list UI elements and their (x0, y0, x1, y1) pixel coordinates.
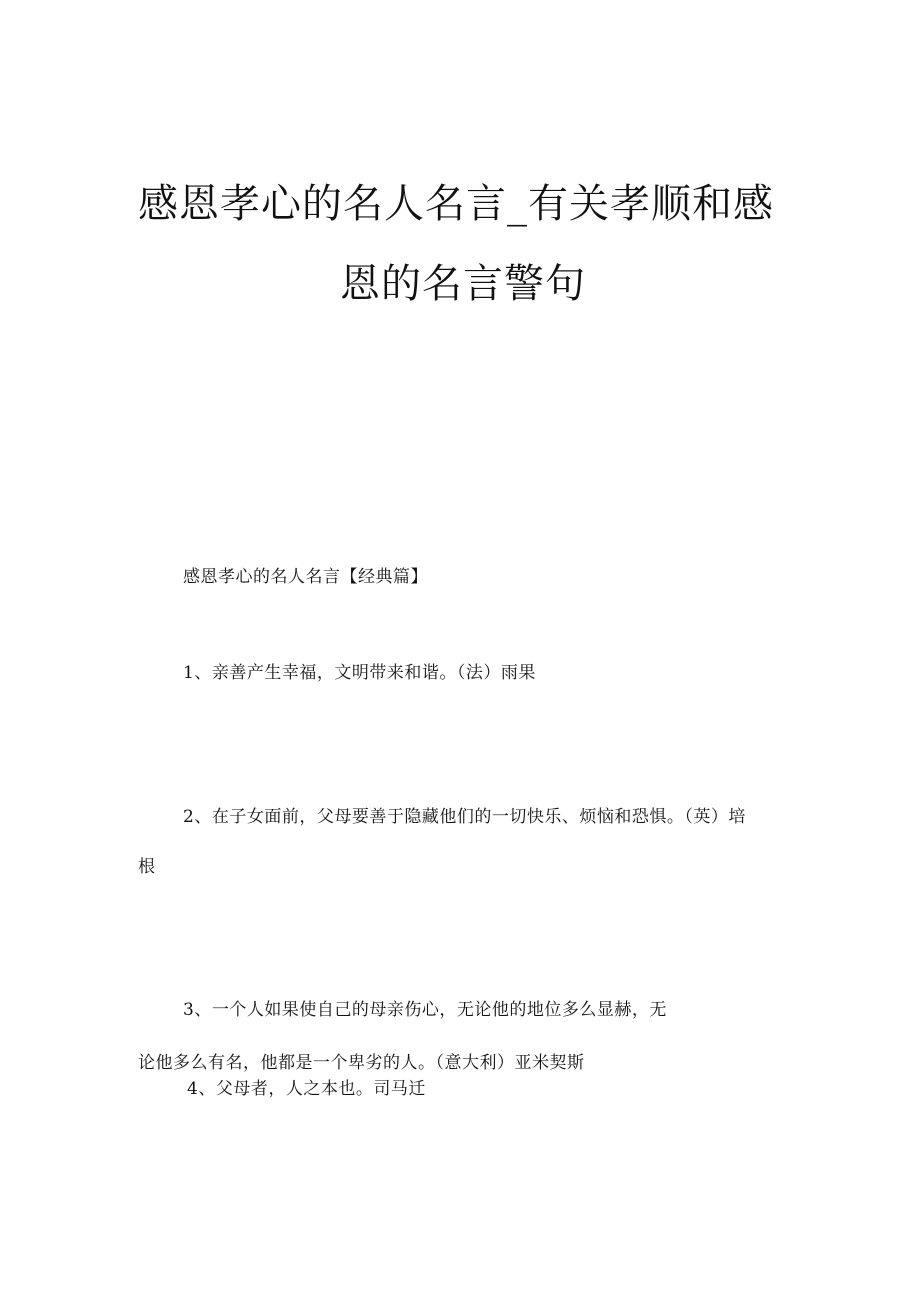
quote-4-line-1: 4、父母者，人之本也。司马迁 (187, 1079, 426, 1099)
document-title-line-1: 感恩孝心的名人名言_有关孝顺和感 (138, 180, 774, 227)
document-title-line-2: 恩的名言警句 (340, 260, 586, 307)
section-heading: 感恩孝心的名人名言【经典篇】 (183, 567, 428, 587)
quote-2-line-1: 2、在子女面前，父母要善于隐藏他们的一切快乐、烦恼和恐惧。（英）培 (183, 807, 746, 827)
quote-3-line-1: 3、一个人如果使自己的母亲伤心，无论他的地位多么显赫，无 (183, 1000, 667, 1020)
quote-1-line-1: 1、亲善产生幸福，文明带来和谐。（法）雨果 (183, 663, 536, 683)
quote-2-line-2: 根 (138, 857, 156, 877)
quote-3-line-2: 论他多么有名，他都是一个卑劣的人。（意大利）亚米契斯 (138, 1053, 585, 1073)
